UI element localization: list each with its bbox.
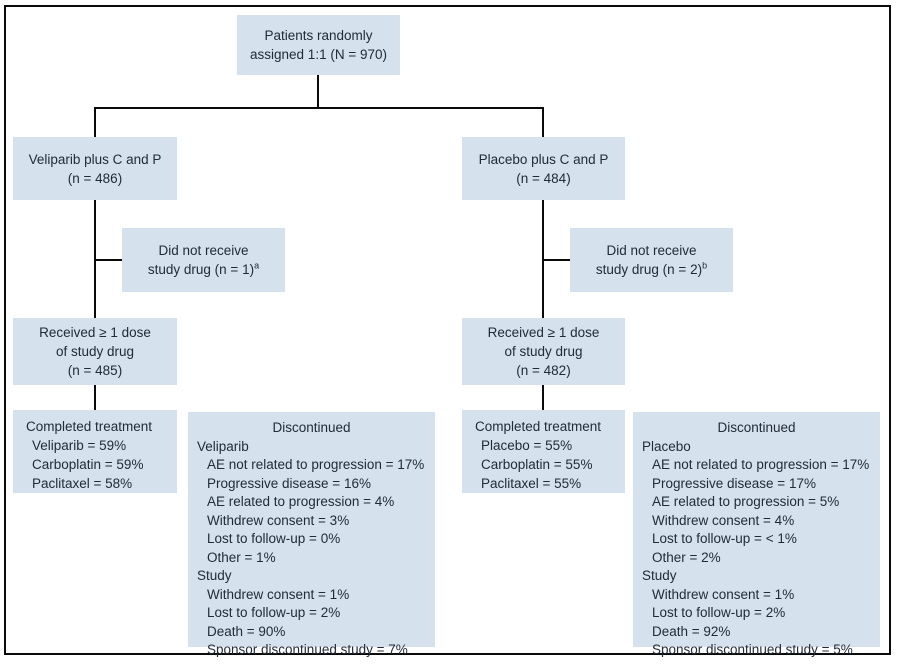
discontinued-title: Discontinued — [272, 420, 351, 435]
discontinued-item: Other = 1% — [207, 549, 276, 565]
discontinued-item: Death = 90% — [207, 623, 286, 639]
footnote-a: a — [254, 260, 260, 271]
discontinued-item: Other = 2% — [652, 549, 721, 565]
veliparib-not-received-box — [122, 228, 285, 292]
discontinued-item: AE related to progression = 4% — [207, 494, 395, 509]
discontinued-item: Withdrew consent = 1% — [652, 586, 795, 602]
randomized-line-2: assigned 1:1 (N = 970) — [250, 47, 387, 62]
veliparib-completed-box — [13, 410, 177, 493]
placebo-not-received-text: study drug (n = 2) — [595, 262, 703, 277]
footnote-b: b — [702, 260, 708, 271]
randomized-patients-box — [237, 15, 400, 75]
completed-item: Paclitaxel = 58% — [32, 476, 133, 491]
placebo-discontinued-box — [633, 412, 880, 657]
veliparib-received-line-2: of study drug — [55, 344, 135, 359]
veliparib-discontinued-box — [188, 412, 435, 657]
discontinued-title: Discontinued — [717, 420, 796, 435]
placebo-not-received-line-2 — [570, 260, 733, 279]
connector-line — [542, 385, 544, 410]
discontinued-item: Withdrew consent = 1% — [207, 586, 350, 602]
discontinued-item: Sponsor discontinued study = 7% — [207, 642, 408, 657]
placebo-arm-line-2: (n = 484) — [516, 170, 571, 186]
placebo-not-received-line-1: Did not receive — [606, 243, 697, 258]
completed-item: Paclitaxel = 55% — [481, 476, 582, 491]
veliparib-arm-line-1: Veliparib plus C and P — [28, 151, 162, 167]
veliparib-not-received-line-2 — [122, 260, 285, 279]
connector-line — [542, 259, 570, 261]
connector-line — [542, 107, 544, 137]
veliparib-received-line-1: Received ≥ 1 dose — [39, 325, 151, 340]
discontinued-item: Lost to follow-up = 2% — [207, 605, 341, 620]
placebo-received-line-1: Received ≥ 1 dose — [487, 325, 600, 340]
connector-line — [94, 259, 122, 261]
discontinued-item: Sponsor discontinued study = 5% — [652, 642, 853, 657]
placebo-received-box — [462, 318, 625, 385]
discontinued-item: AE related to progression = 5% — [652, 494, 840, 509]
connector-line — [94, 107, 544, 109]
discontinued-item: Progressive disease = 17% — [652, 475, 816, 491]
veliparib-arm-box — [13, 137, 177, 200]
discontinued-item: Withdrew consent = 4% — [652, 512, 795, 528]
veliparib-received-line-3: (n = 485) — [67, 363, 123, 378]
veliparib-arm-line-2: (n = 486) — [67, 170, 123, 186]
completed-title: Completed treatment — [26, 419, 153, 434]
completed-item: Carboplatin = 55% — [481, 457, 593, 472]
veliparib-not-received-line-1: Did not receive — [158, 243, 249, 258]
completed-item: Veliparib = 59% — [32, 438, 127, 453]
discontinued-item: Lost to follow-up = 2% — [652, 605, 786, 620]
placebo-not-received-box — [570, 228, 733, 292]
discontinued-item: Withdrew consent = 3% — [207, 512, 350, 528]
discontinued-group-label: Study — [197, 568, 232, 583]
discontinued-item: AE not related to progression = 17% — [207, 457, 425, 472]
placebo-completed-box — [462, 410, 625, 493]
connector-line — [94, 107, 96, 137]
randomized-line-1: Patients randomly — [264, 28, 373, 43]
completed-item: Placebo = 55% — [481, 438, 573, 453]
completed-item: Carboplatin = 59% — [32, 457, 144, 472]
discontinued-item: Death = 92% — [652, 623, 731, 639]
discontinued-group-label: Veliparib — [197, 438, 249, 454]
veliparib-not-received-text: study drug (n = 1) — [147, 262, 255, 277]
discontinued-item: Progressive disease = 16% — [207, 475, 371, 491]
discontinued-item: Lost to follow-up = 0% — [207, 531, 341, 546]
discontinued-item: AE not related to progression = 17% — [652, 457, 870, 472]
placebo-received-line-3: (n = 482) — [516, 363, 571, 378]
placebo-received-line-2: of study drug — [504, 344, 583, 359]
discontinued-item: Lost to follow-up = < 1% — [652, 531, 797, 546]
discontinued-group-label: Placebo — [642, 438, 691, 454]
connector-line — [94, 385, 96, 410]
placebo-arm-line-1: Placebo plus C and P — [478, 151, 609, 167]
discontinued-group-label: Study — [642, 568, 677, 583]
veliparib-received-box — [13, 318, 177, 385]
connector-line — [317, 75, 319, 108]
placebo-arm-box — [462, 137, 625, 200]
completed-title: Completed treatment — [475, 419, 602, 434]
